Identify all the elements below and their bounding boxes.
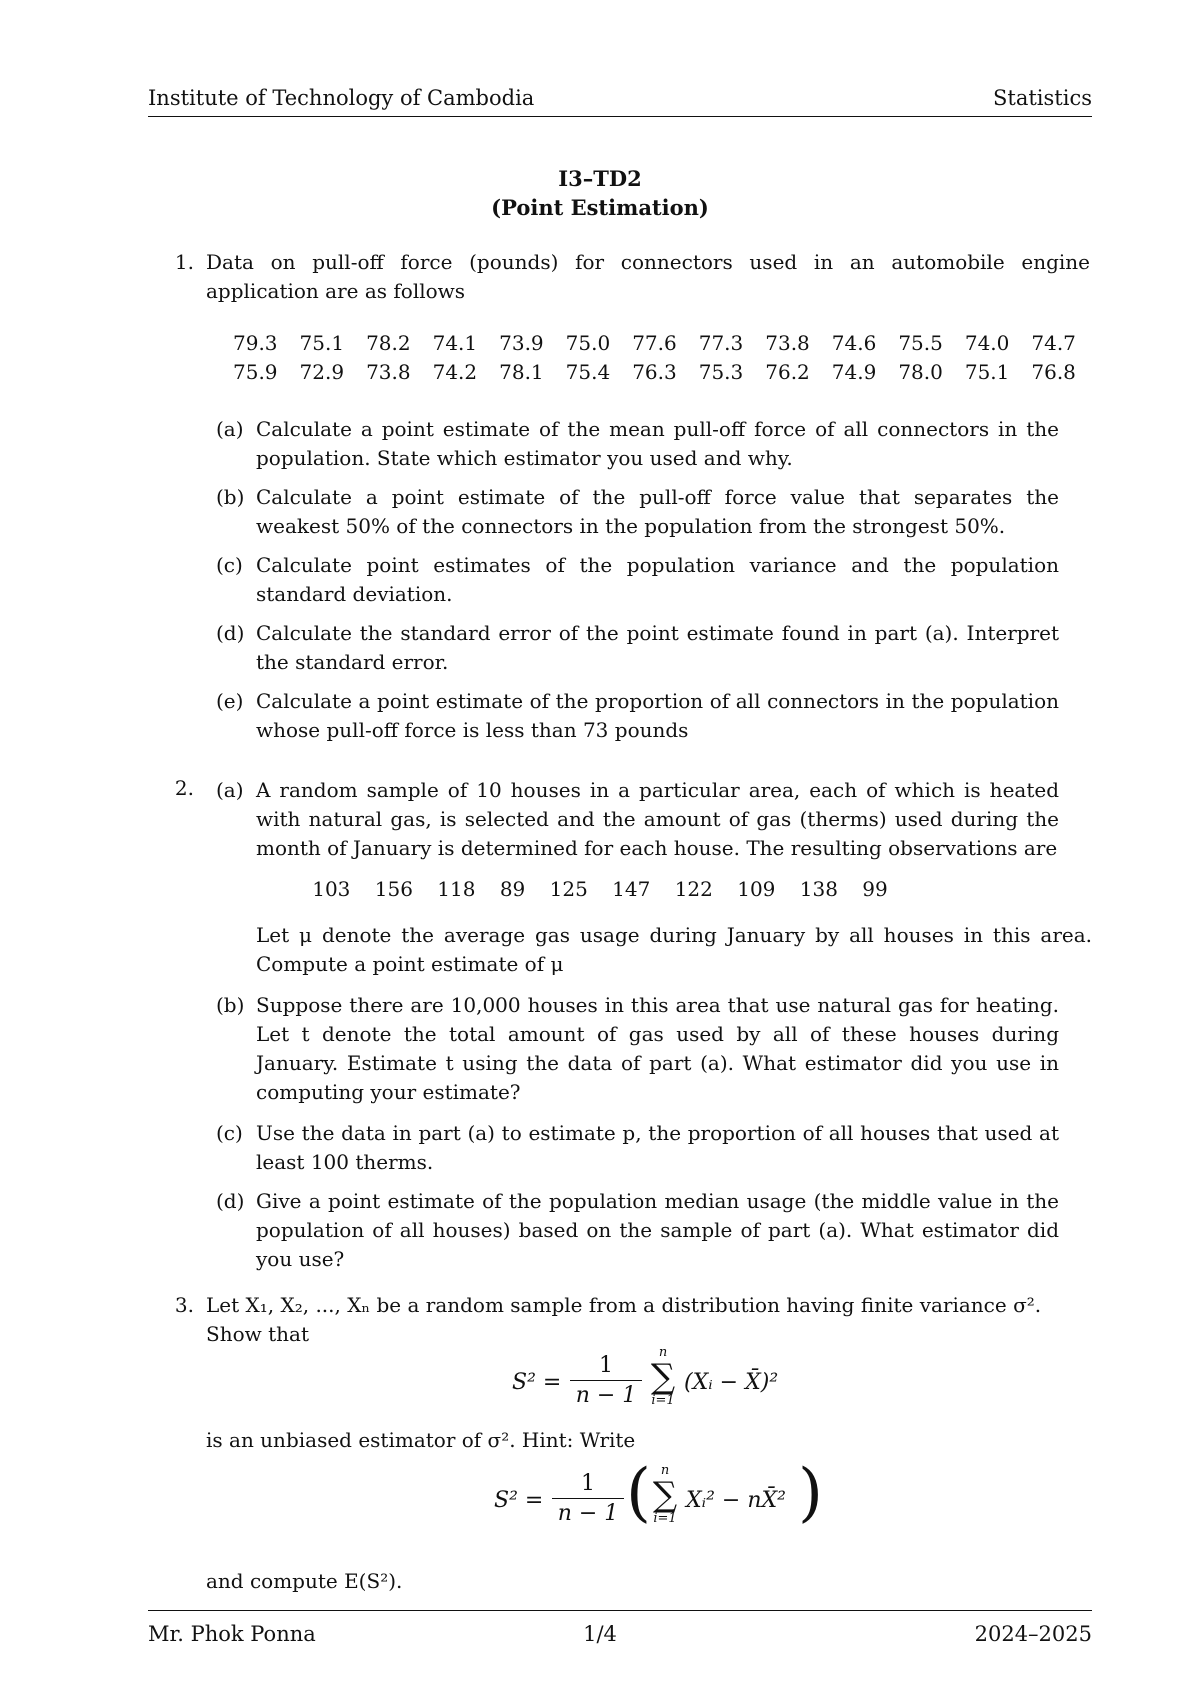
data-cell: 75.1 xyxy=(964,359,1010,384)
q2-a-followup: Let μ denote the average gas usage during January by all houses in this area. Compute a point estimate of μ xyxy=(256,923,1092,976)
header-institute: Institute of Technology of Cambodia xyxy=(148,86,535,110)
part-label: (c) xyxy=(216,553,243,577)
part-label: (a) xyxy=(216,778,244,802)
data-cell: 78.2 xyxy=(366,330,411,355)
q3-equation-1 xyxy=(512,1346,812,1426)
eq2-sum-lower: i=1 xyxy=(653,1511,677,1526)
q1-part-e xyxy=(216,687,1092,747)
data-cell: 73.9 xyxy=(499,330,544,355)
data-cell: 74.0 xyxy=(964,330,1010,355)
data-cell: 77.3 xyxy=(698,330,744,355)
q1-part-b xyxy=(216,483,1092,543)
part-text: Calculate a point estimate of the proportion of all connectors in the population whose pull-off force is less than 73 pounds xyxy=(256,689,1059,742)
data-cell: 79.3 xyxy=(233,330,278,355)
part-label: (a) xyxy=(216,417,244,441)
part-text: Calculate a point estimate of the pull-off force value that separates the weakest 50% of the connectors in the population from the strongest 50%. xyxy=(256,485,1059,538)
data-cell: 78.0 xyxy=(898,359,943,384)
part-label: (e) xyxy=(216,689,244,713)
part-label: (d) xyxy=(216,1189,245,1213)
q1-data-table xyxy=(222,328,1087,386)
eq2-body: Xᵢ² − nX̄² xyxy=(686,1488,786,1513)
data-cell: 75.9 xyxy=(233,359,278,384)
part-label: (c) xyxy=(216,1121,243,1145)
data-cell: 77.6 xyxy=(632,330,677,355)
q1-part-a xyxy=(216,415,1092,475)
eq2-fraction xyxy=(552,1470,624,1529)
data-cell: 78.1 xyxy=(499,359,544,384)
q3-line3: is an unbiased estimator of σ². Hint: Write xyxy=(206,1428,636,1452)
q2-number: 2. xyxy=(174,776,194,800)
q2-part-b xyxy=(216,991,1092,1109)
part-text: Use the data in part (a) to estimate p, the proportion of all houses that used at least 100 therms. xyxy=(256,1121,1059,1174)
header-subject: Statistics xyxy=(993,86,1092,110)
sigma-icon: ∑ xyxy=(652,1475,678,1515)
data-cell: 72.9 xyxy=(299,359,345,384)
part-text: A random sample of 10 houses in a particular area, each of which is heated with natural gas, is selected and the amount of gas (therms) used during the month of January is determined for each house. The resulting observations are xyxy=(256,778,1059,860)
footer-rule xyxy=(148,1610,1092,1611)
eq1-lhs: S² = xyxy=(512,1370,562,1395)
q3-equation-2 xyxy=(494,1456,824,1552)
q1-data-row xyxy=(222,328,1087,357)
data-cell: 75.4 xyxy=(565,359,611,384)
q1-part-d xyxy=(216,619,1092,679)
eq1-numerator: 1 xyxy=(570,1352,642,1381)
q2-data-values: 103 156 118 89 125 147 122 109 138 99 xyxy=(312,877,888,901)
data-cell: 75.0 xyxy=(565,330,611,355)
eq2-lhs: S² = xyxy=(494,1488,544,1513)
eq2-denominator: n − 1 xyxy=(557,1501,619,1526)
sigma-icon: ∑ xyxy=(650,1357,676,1397)
data-cell: 75.3 xyxy=(698,359,744,384)
footer-author: Mr. Phok Ponna xyxy=(148,1622,316,1646)
q1-part-c xyxy=(216,551,1092,611)
data-cell: 73.8 xyxy=(765,330,810,355)
part-text: Suppose there are 10,000 houses in this area that use natural gas for heating. Let t denote the total amount of gas used by all of these houses during January. Estimate t using the data of part (a). What estimator did you use in computing your estimate? xyxy=(256,993,1059,1104)
part-label: (b) xyxy=(216,993,245,1017)
data-cell: 74.7 xyxy=(1031,330,1076,355)
data-cell: 76.2 xyxy=(765,359,810,384)
part-text: Calculate a point estimate of the mean pull-off force of all connectors in the population. State which estimator you used and why. xyxy=(256,417,1059,470)
data-cell: 74.6 xyxy=(831,330,877,355)
eq1-sum xyxy=(648,1346,678,1408)
q3-number: 3. xyxy=(174,1293,194,1317)
q1-data-row xyxy=(222,357,1087,386)
eq1-body: (Xᵢ − X̄)² xyxy=(684,1370,779,1395)
eq1-sum-upper: n xyxy=(658,1345,668,1360)
eq1-sum-lower: i=1 xyxy=(651,1393,675,1408)
data-cell: 74.9 xyxy=(831,359,877,384)
q1-intro: Data on pull-off force (pounds) for connectors used in an automobile engine application are as follows xyxy=(206,250,1090,303)
doc-title: I3–TD2 xyxy=(558,166,642,191)
data-cell: 73.8 xyxy=(366,359,411,384)
q2-part-d xyxy=(216,1187,1092,1277)
eq1-denominator: n − 1 xyxy=(575,1383,637,1408)
footer-year: 2024–2025 xyxy=(974,1622,1092,1646)
right-paren-icon: ) xyxy=(798,1456,823,1530)
data-cell: 75.1 xyxy=(299,330,345,355)
eq2-sum xyxy=(650,1464,680,1526)
data-cell: 75.5 xyxy=(898,330,943,355)
part-text: Calculate the standard error of the point estimate found in part (a). Interpret the standard error. xyxy=(256,621,1059,674)
doc-subtitle: (Point Estimation) xyxy=(491,195,709,220)
part-text: Give a point estimate of the population median usage (the middle value in the population of all houses) based on the sample of part (a). What estimator did you use? xyxy=(256,1189,1059,1271)
q2-part-a xyxy=(216,776,1092,866)
eq1-fraction xyxy=(570,1352,642,1411)
eq2-sum-upper: n xyxy=(660,1463,670,1478)
header-rule xyxy=(148,116,1092,117)
part-text: Calculate point estimates of the population variance and the population standard deviation. xyxy=(256,553,1059,606)
q1-number: 1. xyxy=(174,250,194,274)
left-paren-icon: ( xyxy=(626,1456,651,1530)
q2-part-c xyxy=(216,1119,1092,1179)
q3-line2: Show that xyxy=(206,1322,309,1346)
data-cell: 76.3 xyxy=(632,359,677,384)
data-cell: 74.2 xyxy=(432,359,478,384)
q3-line4: and compute E(S²). xyxy=(206,1569,403,1593)
q3-line1: Let X₁, X₂, ..., Xₙ be a random sample from a distribution having finite variance σ². xyxy=(206,1293,1042,1317)
part-label: (b) xyxy=(216,485,245,509)
eq2-numerator: 1 xyxy=(552,1470,624,1499)
data-cell: 74.1 xyxy=(432,330,478,355)
part-label: (d) xyxy=(216,621,245,645)
footer-page-number: 1/4 xyxy=(583,1622,617,1646)
data-cell: 76.8 xyxy=(1031,359,1076,384)
